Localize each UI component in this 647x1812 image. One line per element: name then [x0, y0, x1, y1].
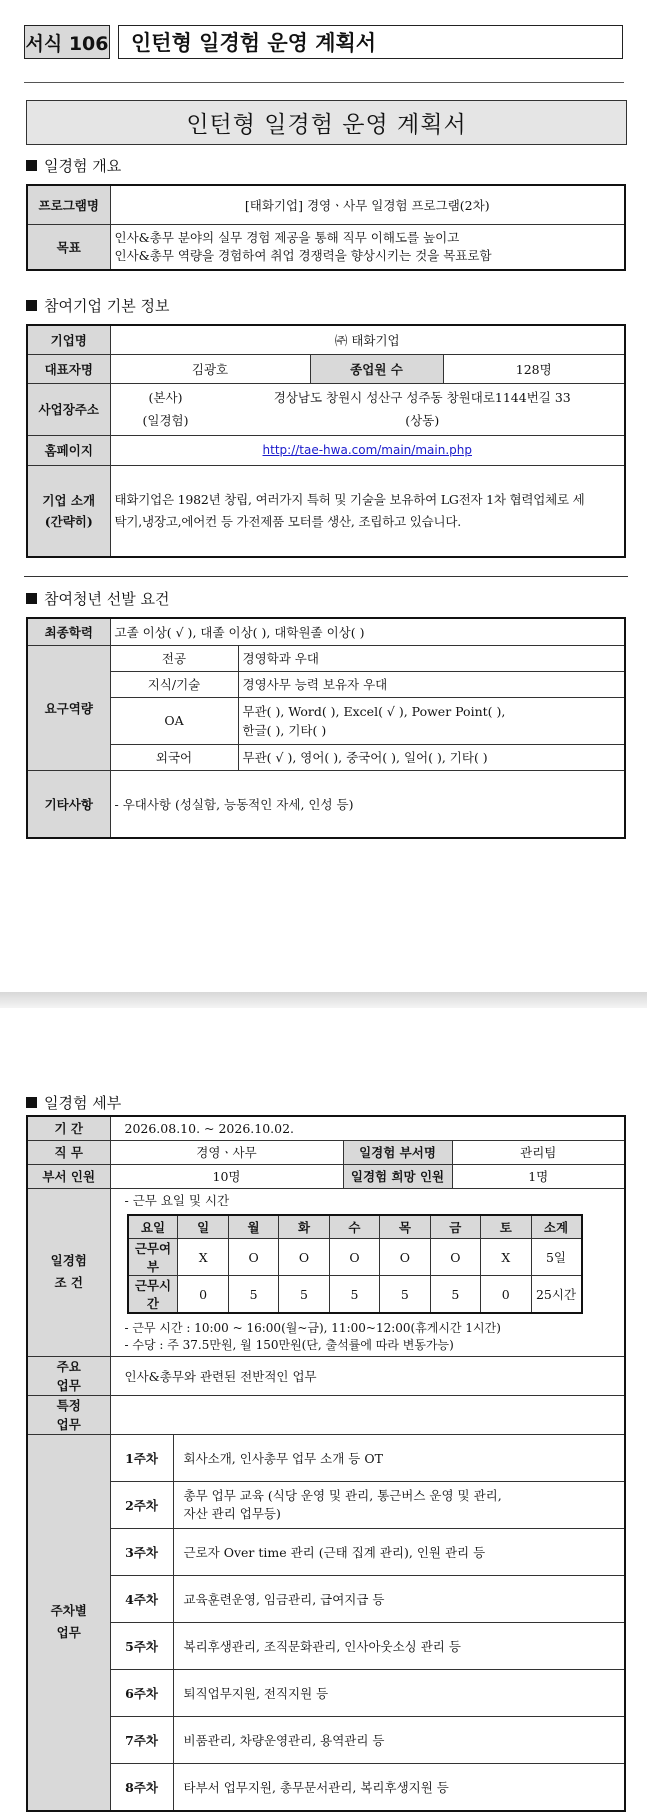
- week-task-line: 타부서 업무지원, 총무문서관리, 복리후생지원 등: [183, 1779, 449, 1795]
- main-duty-label-line: 주요: [56, 1359, 81, 1374]
- education-value: 고졸 이상( √ ), 대졸 이상( ), 대학원졸 이상( ): [110, 618, 625, 645]
- employee-value: 128명: [443, 354, 625, 383]
- homepage-label: 홈페이지: [27, 435, 110, 465]
- weekly-row: [27, 1764, 625, 1811]
- square-bullet-icon: [26, 300, 37, 311]
- condition-label: [27, 1188, 110, 1357]
- period-value: 2026.08.10. ~ 2026.10.02.: [110, 1116, 625, 1140]
- schedule-day-cell: 수: [329, 1215, 379, 1239]
- week-task-line: 근로자 Over time 관리 (근태 집계 관리), 인원 관리 등: [183, 1545, 486, 1560]
- weekly-label-line: 업무: [56, 1625, 81, 1641]
- intro-label-line: (간략히): [44, 513, 93, 529]
- document-title: 인턴형 일경험 운영 계획서: [26, 100, 627, 145]
- week-task-line: 비품관리, 차량운영관리, 용역관리 등: [183, 1733, 385, 1748]
- week-number: 5주차: [110, 1623, 173, 1670]
- week-task: [173, 1529, 625, 1576]
- program-value: [태화기업] 경영ㆍ사무 일경험 프로그램(2차): [110, 185, 625, 224]
- oa-line: 한글( ), 기타( ): [242, 722, 327, 738]
- week-number: 1주차: [110, 1435, 173, 1482]
- company-table: [26, 324, 626, 558]
- homepage-link[interactable]: http://tae-hwa.com/main/main.php: [110, 435, 625, 465]
- goal-line: 인사&총무 분야의 실무 경험 제공을 통해 직무 이해도를 높이고: [114, 229, 460, 245]
- schedule-work-cell: 근무여부: [128, 1239, 178, 1276]
- week-task: [173, 1717, 625, 1764]
- section-details-heading: [26, 1091, 121, 1113]
- schedule-hours-row: [128, 1276, 582, 1314]
- address-value: [110, 383, 625, 435]
- special-duty-label-line: 업무: [56, 1417, 81, 1432]
- schedule-day-cell: 목: [380, 1215, 430, 1239]
- duty-value: 경영ㆍ사무: [110, 1140, 343, 1164]
- square-bullet-icon: [26, 593, 37, 604]
- etc-label: 기타사항: [27, 770, 110, 838]
- special-duty-label: [27, 1396, 110, 1435]
- week-task-line: 복리후생관리, 조직문화관리, 인사아웃소싱 관리 등: [183, 1639, 461, 1654]
- condition-label-line: 일경험: [50, 1253, 87, 1269]
- week-task-line: 교육훈련운영, 임금관리, 급여지급 등: [183, 1592, 385, 1607]
- goal-value: [110, 224, 625, 270]
- condition-heading: - 근무 요일 및 시간: [124, 1192, 230, 1208]
- weekly-row: [27, 1482, 625, 1529]
- schedule-work-cell: O: [380, 1239, 430, 1276]
- address-hq-tag: (본사): [148, 390, 183, 405]
- schedule-work-cell: 5일: [531, 1239, 582, 1276]
- address-label: 사업장주소: [27, 383, 110, 435]
- week-task-line: 총무 업무 교육 (식당 운영 및 관리, 통근버스 운영 및 관리,: [183, 1488, 502, 1503]
- language-value: 무관( √ ), 영어( ), 중국어( ), 일어( ), 기타( ): [238, 744, 625, 770]
- schedule-hour-cell: 25시간: [531, 1276, 582, 1314]
- schedule-day-cell: 토: [481, 1215, 531, 1239]
- main-duty-label-line: 업무: [56, 1378, 81, 1393]
- schedule-work-cell: O: [279, 1239, 329, 1276]
- week-number: 4주차: [110, 1576, 173, 1623]
- intro-value: [110, 465, 625, 557]
- ceo-value: 김광호: [110, 354, 310, 383]
- week-task: [173, 1576, 625, 1623]
- address-workexp: (상동): [405, 413, 440, 428]
- section-company-heading: [26, 294, 169, 316]
- major-value: 경영학과 우대: [238, 645, 625, 671]
- weekly-row: [27, 1670, 625, 1717]
- week-number: 6주차: [110, 1670, 173, 1717]
- schedule-hour-cell: 5: [279, 1276, 329, 1314]
- dept-value: 관리팀: [452, 1140, 625, 1164]
- schedule-work-row: [128, 1239, 582, 1276]
- square-bullet-icon: [26, 160, 37, 171]
- condition-label-line: 조 건: [54, 1275, 83, 1291]
- schedule-days-row: [128, 1215, 582, 1239]
- form-title: 인턴형 일경험 운영 계획서: [118, 25, 623, 59]
- week-task: [173, 1435, 625, 1482]
- oa-label: OA: [110, 697, 238, 744]
- square-bullet-icon: [26, 1097, 37, 1108]
- schedule-day-cell: 금: [430, 1215, 480, 1239]
- schedule-work-cell: O: [430, 1239, 480, 1276]
- company-name-value: ㈜ 태화기업: [110, 325, 625, 354]
- wanted-label: 일경험 희망 인원: [343, 1164, 452, 1188]
- condition-note: - 근무 시간 : 10:00 ~ 16:00(월~금), 11:00~12:00(휴게시간 1시간): [124, 1321, 501, 1335]
- schedule-work-cell: X: [481, 1239, 531, 1276]
- schedule-hour-cell: 근무시간: [128, 1276, 178, 1314]
- address-hq: 경상남도 창원시 성산구 성주동 창원대로1144번길 33: [273, 390, 571, 405]
- schedule-day-cell: 일: [178, 1215, 228, 1239]
- education-label: 최종학력: [27, 618, 110, 645]
- company-name-label: 기업명: [27, 325, 110, 354]
- section-title: 일경험 개요: [44, 156, 122, 175]
- address-workexp-tag: (일경험): [142, 413, 189, 428]
- schedule-work-cell: O: [228, 1239, 278, 1276]
- employee-label: 종업원 수: [310, 354, 443, 383]
- skill-label: 지식/기술: [110, 671, 238, 697]
- staff-label: 부서 인원: [27, 1164, 110, 1188]
- weekly-row: [27, 1529, 625, 1576]
- condition-value: [110, 1188, 625, 1357]
- weekly-row: [27, 1623, 625, 1670]
- schedule-day-cell: 화: [279, 1215, 329, 1239]
- schedule-hour-cell: 5: [380, 1276, 430, 1314]
- divider: [24, 576, 628, 577]
- schedule-day-cell: 요일: [128, 1215, 178, 1239]
- weekly-row: [27, 1576, 625, 1623]
- special-duty-value: [110, 1396, 625, 1435]
- schedule-hour-cell: 0: [481, 1276, 531, 1314]
- weekly-label: [27, 1435, 110, 1811]
- goal-line: 인사&총무 역량을 경험하여 취업 경쟁력을 향상시키는 것을 목표로함: [114, 247, 492, 263]
- week-task-line: 자산 관리 업무등): [183, 1506, 281, 1521]
- week-task: [173, 1764, 625, 1811]
- staff-value: 10명: [110, 1164, 343, 1188]
- weekly-row: [27, 1717, 625, 1764]
- schedule-work-cell: X: [178, 1239, 228, 1276]
- schedule-day-cell: 월: [228, 1215, 278, 1239]
- requirements-table: [26, 617, 626, 839]
- section-title: 참여기업 기본 정보: [44, 296, 170, 315]
- section-title: 일경험 세부: [44, 1093, 122, 1112]
- condition-note: - 수당 : 주 37.5만원, 월 150만원(단, 출석률에 따라 변동가능): [124, 1338, 454, 1352]
- week-number: 7주차: [110, 1717, 173, 1764]
- main-duty-value: 인사&총무와 관련된 전반적인 업무: [110, 1357, 625, 1396]
- duty-label: 직 무: [27, 1140, 110, 1164]
- page-break: [0, 992, 647, 1008]
- period-label: 기 간: [27, 1116, 110, 1140]
- program-label: 프로그램명: [27, 185, 110, 224]
- etc-value: - 우대사항 (성실함, 능동적인 자세, 인성 등): [110, 770, 625, 838]
- schedule-hour-cell: 5: [430, 1276, 480, 1314]
- schedule-table: [127, 1214, 583, 1315]
- schedule-hour-cell: 5: [228, 1276, 278, 1314]
- schedule-day-cell: 소계: [531, 1215, 582, 1239]
- weekly-row: [27, 1435, 625, 1482]
- form-number: 서식 106: [24, 25, 110, 59]
- schedule-hour-cell: 0: [178, 1276, 228, 1314]
- section-title: 참여청년 선발 요건: [44, 589, 170, 608]
- week-task: [173, 1623, 625, 1670]
- section-overview-heading: [26, 154, 121, 176]
- skill-value: 경영사무 능력 보유자 우대: [238, 671, 625, 697]
- week-number: 3주차: [110, 1529, 173, 1576]
- wanted-value: 1명: [452, 1164, 625, 1188]
- special-duty-label-line: 특정: [56, 1398, 81, 1413]
- intro-line: 탁기,냉장고,에어컨 등 가전제품 모터를 생산, 조립하고 있습니다.: [114, 513, 461, 529]
- goal-label: 목표: [27, 224, 110, 270]
- intro-label: [27, 465, 110, 557]
- competency-label: 요구역량: [27, 645, 110, 770]
- major-label: 전공: [110, 645, 238, 671]
- week-task-line: 퇴직업무지원, 전직지원 등: [183, 1686, 329, 1701]
- divider: [24, 82, 624, 83]
- language-label: 외국어: [110, 744, 238, 770]
- schedule-work-cell: O: [329, 1239, 379, 1276]
- schedule-hour-cell: 5: [329, 1276, 379, 1314]
- dept-label: 일경험 부서명: [343, 1140, 452, 1164]
- main-duty-label: [27, 1357, 110, 1396]
- oa-value: [238, 697, 625, 744]
- week-task: [173, 1482, 625, 1529]
- details-table: [26, 1115, 626, 1812]
- weekly-label-line: 주차별: [50, 1603, 87, 1619]
- oa-line: 무관( ), Word( ), Excel( √ ), Power Point( ),: [242, 703, 506, 719]
- section-requirements-heading: [26, 587, 169, 609]
- week-task-line: 회사소개, 인사총무 업무 소개 등 OT: [183, 1451, 383, 1466]
- intro-label-line: 기업 소개: [42, 492, 96, 508]
- overview-table: [26, 184, 626, 271]
- week-task: [173, 1670, 625, 1717]
- ceo-label: 대표자명: [27, 354, 110, 383]
- week-number: 8주차: [110, 1764, 173, 1811]
- intro-line: 태화기업은 1982년 창립, 여러가지 특허 및 기술을 보유하여 LG전자 1차 협력업체로 세: [114, 491, 585, 507]
- week-number: 2주차: [110, 1482, 173, 1529]
